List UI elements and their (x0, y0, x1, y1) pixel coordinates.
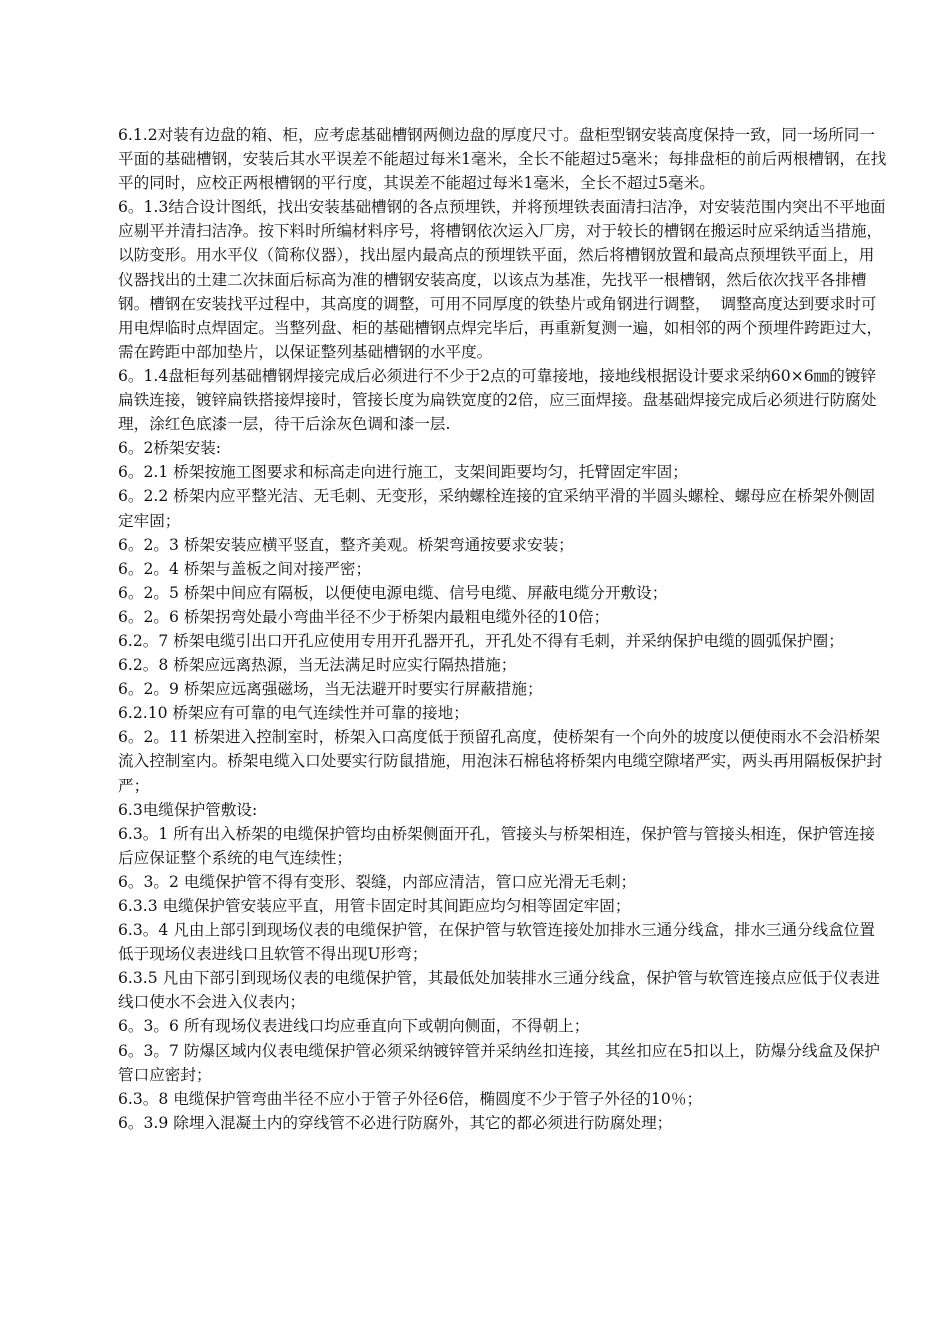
paragraph-6-2-7: 6.2。7 桥架电缆引出口开孔应使用专用开孔器开孔，开孔处不得有毛刺，并采纳保护电缆的圆弧保护圈； (118, 631, 844, 650)
section-heading-6-3: 6.3电缆保护管敷设: (118, 800, 258, 819)
paragraph-6-2-10: 6.2.10 桥架应有可靠的电气连续性并可靠的接地； (118, 704, 469, 723)
paragraph-6-3-9: 6。3.9 除埋入混凝土内的穿线管不必进行防腐外，其它的都必须进行防腐处理； (118, 1113, 673, 1132)
paragraph-6-1-4: 6。1.4盘柜每列基础槽钢焊接完成后必须进行不少于2点的可靠接地，接地线根据设计要求采纳60×6㎜的镀锌扁铁连接，镀锌扁铁搭接焊接时，管接长度为扁铁宽度的2倍，应三面焊接。盘基础焊接完成后必须进行防腐处理，涂红色底漆一层，待干后涂灰色调和漆一层. (118, 366, 877, 434)
paragraph-6-2-3: 6。2。3 桥架安装应横平竖直，整齐美观。桥架弯通按要求安装； (118, 535, 574, 554)
paragraph-6-3-6: 6。3。6 所有现场仪表进线口均应垂直向下或朝向侧面，不得朝上； (118, 1017, 590, 1036)
paragraph-6-2-5: 6。2。5 桥架中间应有隔板，以便使电源电缆、信号电缆、屏蔽电缆分开敷设； (118, 583, 668, 602)
paragraph-6-2-8: 6.2。8 桥架应远离热源，当无法满足时应实行隔热措施； (118, 656, 517, 675)
paragraph-6-1-3: 6。1.3结合设计图纸，找出安装基础槽钢的各点预埋铁，并将预埋铁表面清扫洁净，对安装范围内突出不平地面应剔平并清扫洁净。按下料时所编材料序号，将槽钢依次运入厂房，对于较长的槽钢在搬运时应采纳适当措施，以防变形。用水平仪（简称仪器），找出屋内最高点的预埋铁平面，然后将槽钢放置和最高点预埋铁平面上，用仪器找出的土建二次抹面后标高为准的槽钢安装高度，以该点为基准，先找平一根槽钢，然后依次找平各排槽钢。槽钢在安装找平过程中，其高度的调整，可用不同厚度的铁垫片或角钢进行调整， 调整高度达到要求时可用电焊临时点焊固定。当整列盘、柜的基础槽钢点焊完毕后，再重新复测一遍，如相邻的两个预埋件跨距过大，需在跨距中部加垫片，以保证整列基础槽钢的水平度。 (118, 198, 886, 361)
paragraph-6-3-7: 6。3。7 防爆区域内仪表电缆保护管必须采纳镀锌管并采纳丝扣连接，其丝扣应在5扣以上，防爆分线盒及保护管口应密封； (118, 1041, 880, 1084)
paragraph-6-3-4: 6.3。4 凡由上部引到现场仪表的电缆保护管，在保护管与软管连接处加排水三通分线盒，排水三通分线盒位置低于现场仪表进线口且软管不得出现U形弯； (118, 921, 875, 964)
paragraph-6-3-2: 6。3。2 电缆保护管不得有变形、裂缝，内部应清洁，管口应光滑无毛刺； (118, 872, 637, 891)
paragraph-6-3-5: 6.3.5 凡由下部引到现场仪表的电缆保护管，其最低处加装排水三通分线盒，保护管与软管连接点应低于仪表进线口使水不会进入仪表内； (118, 969, 880, 1012)
paragraph-6-2-2: 6。2.2 桥架内应平整光洁、无毛刺、无变形，采纳螺栓连接的宜采纳平滑的半圆头螺栓、螺母应在桥架外侧固定牢固； (118, 487, 875, 530)
paragraph-6-3-3: 6.3.3 电缆保护管安装应平直，用管卡固定时其间距应均匀相等固定牢固； (118, 897, 631, 915)
paragraph-6-2-9: 6。2。9 桥架应远离强磁场，当无法避开时要实行屏蔽措施； (118, 680, 543, 699)
section-heading-6-2: 6。2桥架安装: (118, 439, 222, 458)
paragraph-6-1-2: 6.1.2对装有边盘的箱、柜，应考虑基础槽钢两侧边盘的厚度尺寸。盘柜型钢安装高度保持一致，同一场所同一平面的基础槽钢，安装后其水平误差不能超过每米1毫米，全长不能超过5毫米；每排盘柜的前后两根槽钢，在找平的同时，应校正两根槽钢的平行度，其误差不能超过每米1毫米，全长不超过5毫米。 (118, 126, 887, 193)
paragraph-6-3-8: 6.3。8 电缆保护管弯曲半径不应小于管子外径6倍，椭圆度不少于管子外径的10％； (118, 1089, 703, 1108)
paragraph-6-3-1: 6.3。1 所有出入桥架的电缆保护管均由桥架侧面开孔，管接头与桥架相连，保护管与管接头相连，保护管连接后应保证整个系统的电气连续性； (118, 824, 875, 867)
paragraph-6-2-11: 6。2。11 桥架进入控制室时，桥架入口高度低于预留孔高度，使桥架有一个向外的坡度以便使雨水不会沿桥架流入控制室内。桥架电缆入口处要实行防鼠措施，用泡沫石棉毡将桥架内电缆空隙堵严实，两头再用隔板保护封严； (118, 728, 883, 795)
document-body (118, 123, 888, 1135)
paragraph-6-2-4: 6。2。4 桥架与盖板之间对接严密； (118, 559, 372, 578)
paragraph-6-2-1: 6。2.1 桥架按施工图要求和标高走向进行施工，支架间距要均匀，托臂固定牢固； (118, 463, 688, 482)
paragraph-6-2-6: 6。2。6 桥架拐弯处最小弯曲半径不少于桥架内最粗电缆外径的10倍； (118, 607, 610, 626)
